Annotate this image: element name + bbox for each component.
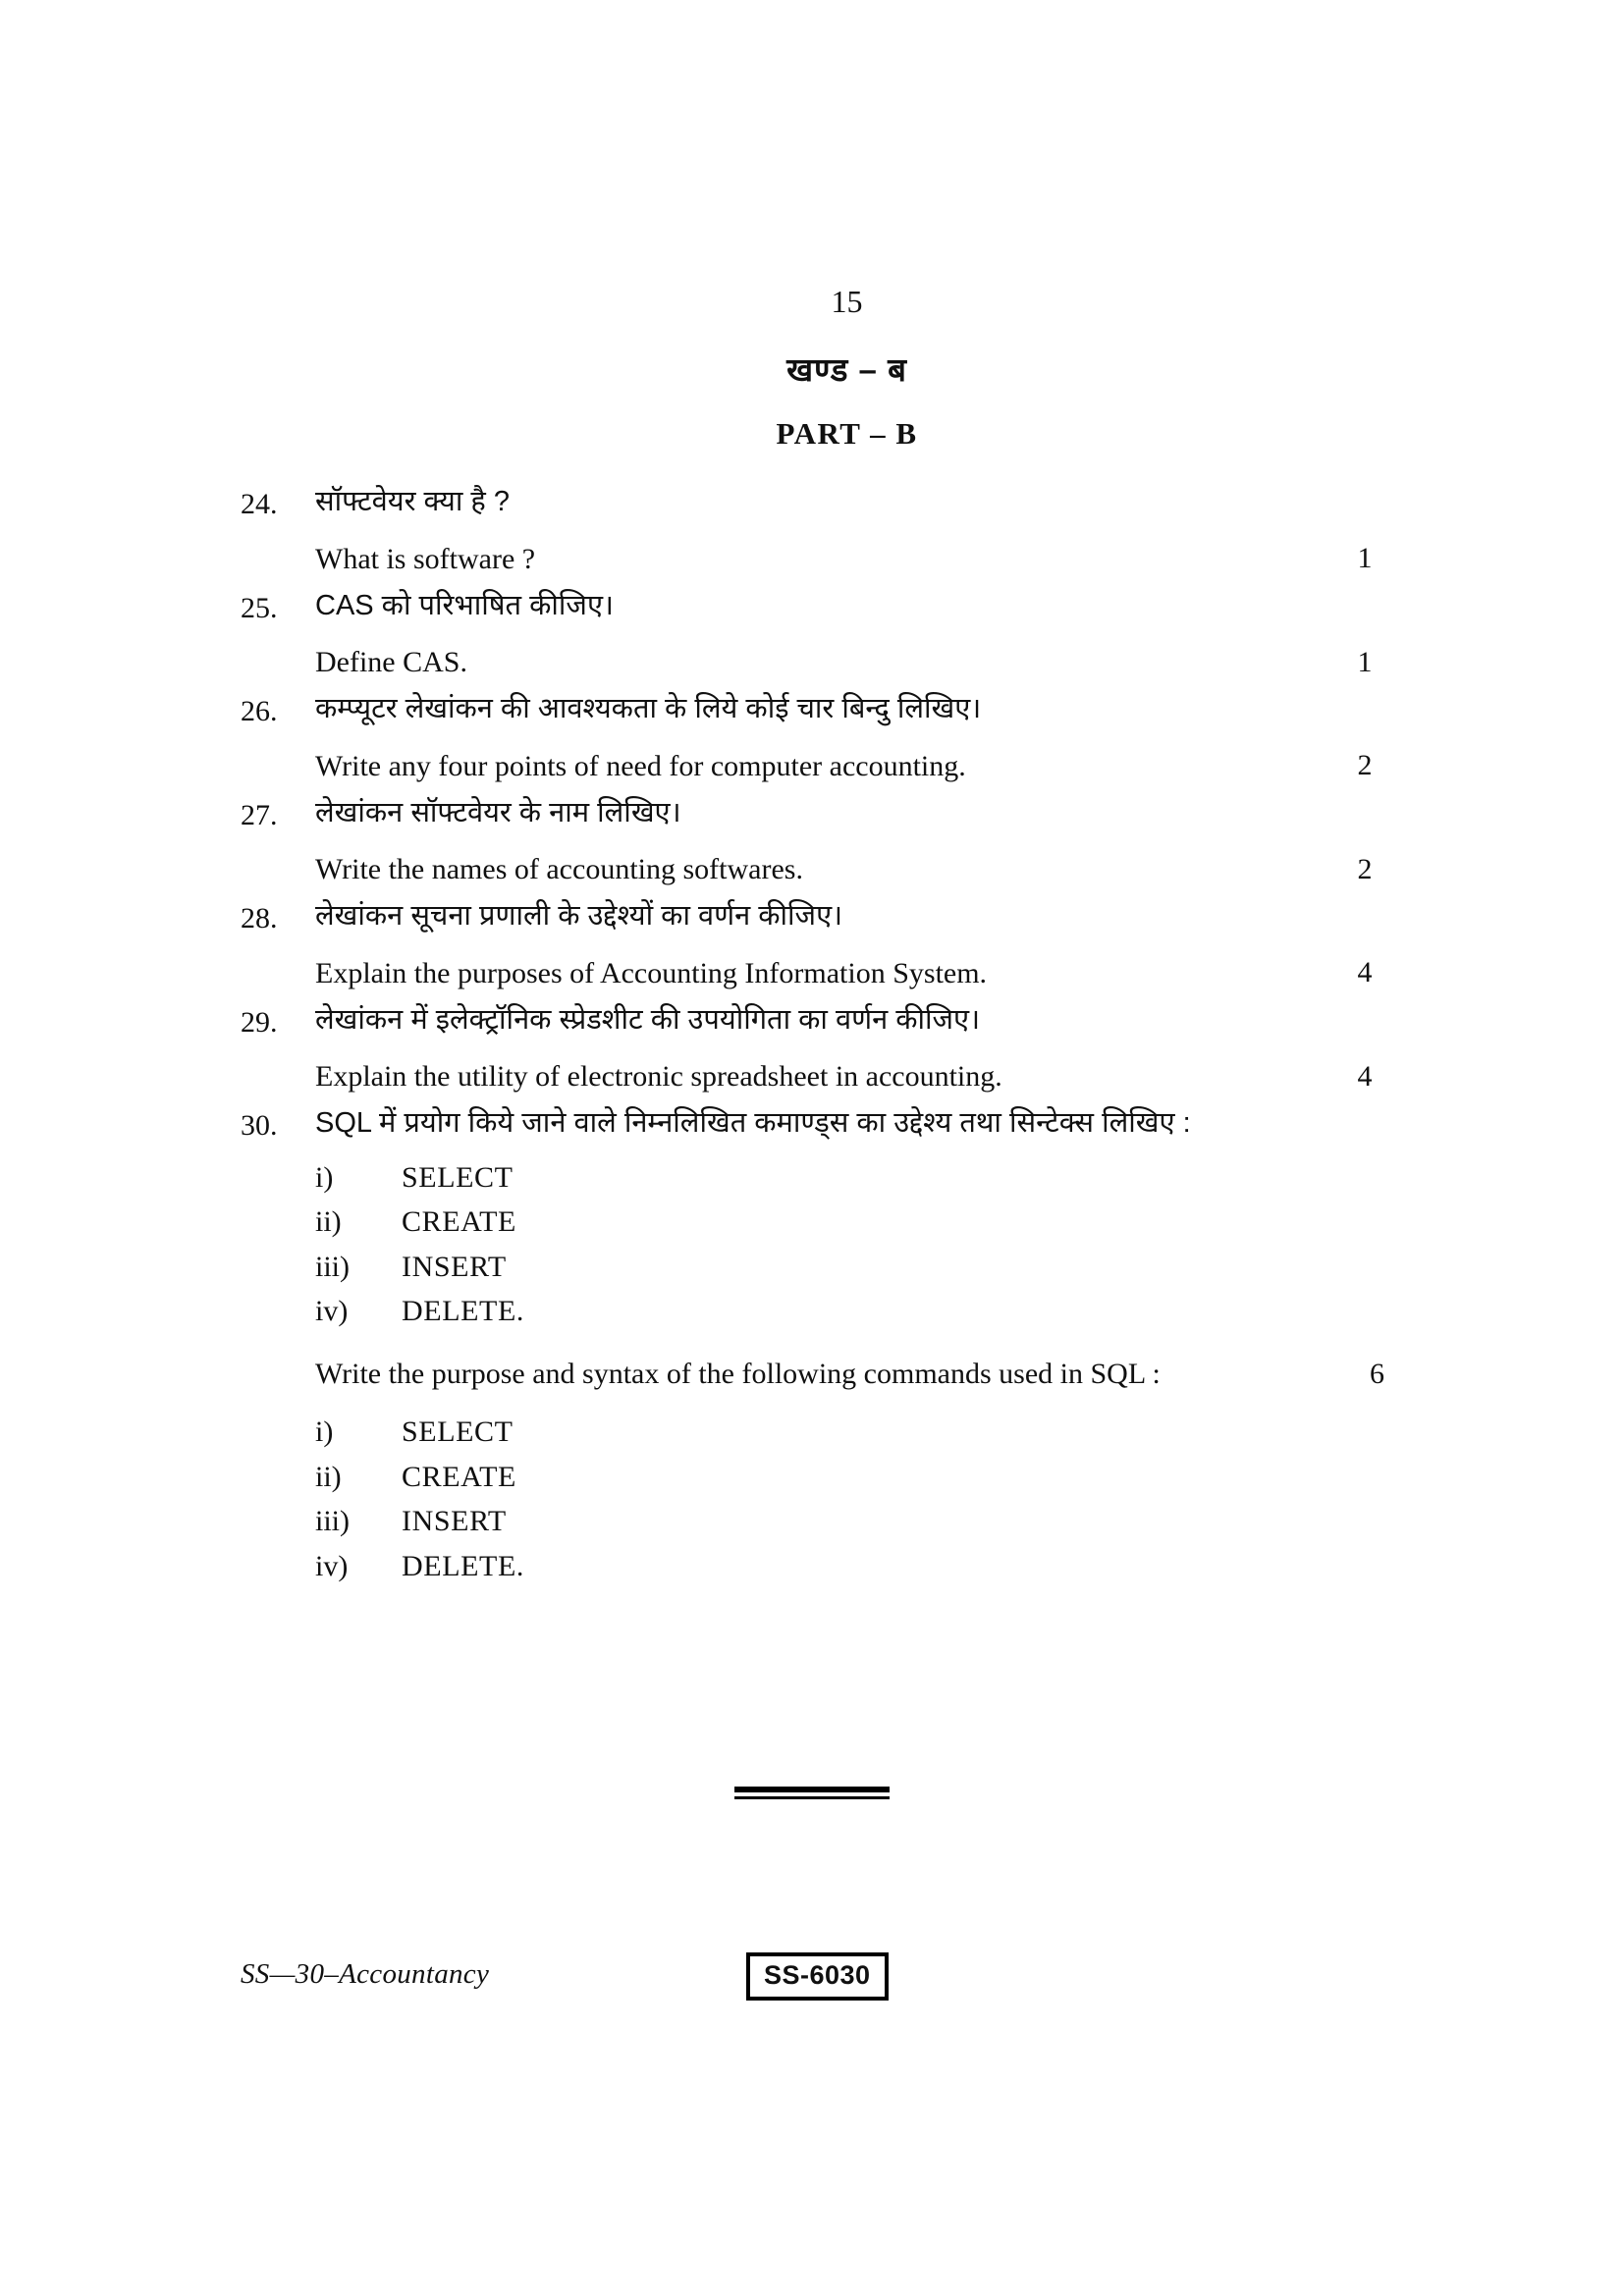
- question-marks: 2: [1357, 852, 1373, 885]
- list-item-label: SELECT: [402, 1160, 514, 1194]
- question-text-english: Write the purpose and syntax of the following commands used in SQL :: [315, 1358, 1161, 1391]
- question-number: 30.: [241, 1109, 278, 1143]
- list-item-label: SELECT: [402, 1415, 514, 1449]
- question-marks: 6: [1370, 1358, 1384, 1391]
- question-text-english: Write any four points of need for computer accounting.: [315, 749, 966, 782]
- list-item-label: CREATE: [402, 1460, 516, 1493]
- question-marks: 4: [1357, 1059, 1373, 1093]
- question-number: 24.: [241, 488, 278, 521]
- list-item: [315, 1289, 1384, 1334]
- question-30: [241, 1102, 1384, 1590]
- list-item-marker: iv): [315, 1549, 349, 1582]
- section-end-divider: [0, 1787, 1623, 1804]
- question-text-english-wrap: [315, 1352, 1384, 1396]
- list-item-marker: ii): [315, 1205, 342, 1239]
- section-title-english: PART – B: [776, 416, 918, 452]
- list-item-marker: i): [315, 1160, 334, 1194]
- question-marks: 1: [1357, 645, 1373, 678]
- paper-code-badge: SS-6030: [746, 1952, 889, 2001]
- question-text-hindi: CAS को परिभाषित कीजिए।: [315, 589, 614, 621]
- question-text-english: Explain the utility of electronic spreadsheet in accounting.: [315, 1060, 1002, 1094]
- page-footer: [241, 1958, 1384, 1991]
- list-item-marker: iv): [315, 1295, 349, 1328]
- divider-bar-thin: [734, 1796, 890, 1799]
- question-text-english: What is software ?: [315, 542, 536, 575]
- section-title-hindi: खण्ड – ब: [786, 351, 907, 389]
- subject-code: SS—30–Accountancy: [241, 1958, 490, 1990]
- list-item: [315, 1499, 1384, 1544]
- question-text-hindi: SQL में प्रयोग किये जाने वाले निम्नलिखित कमाण्ड्स का उद्देश्य तथा सिन्टेक्स लिखिए :: [315, 1107, 1191, 1140]
- question-number: 25.: [241, 591, 278, 624]
- list-item-label: DELETE.: [402, 1549, 524, 1582]
- question-number: 29.: [241, 1005, 278, 1039]
- question-26: [241, 688, 1384, 788]
- list-item: [315, 1155, 1384, 1201]
- question-text-english: Define CAS.: [315, 646, 467, 679]
- list-item-label: INSERT: [402, 1250, 507, 1283]
- list-item: [315, 1455, 1384, 1500]
- question-24: [241, 481, 1384, 581]
- question-number: 27.: [241, 798, 278, 831]
- list-item-marker: iii): [315, 1250, 350, 1283]
- page-content: [241, 285, 1384, 1594]
- list-item: [315, 1200, 1384, 1245]
- question-text-hindi: लेखांकन सॉफ्टवेयर के नाम लिखिए।: [315, 796, 681, 828]
- list-item-label: INSERT: [402, 1505, 507, 1538]
- question-marks: 2: [1357, 749, 1373, 782]
- question-27: [241, 792, 1384, 892]
- question-text-hindi: सॉफ्टवेयर क्या है ?: [315, 486, 510, 518]
- list-item-marker: i): [315, 1415, 334, 1449]
- question-28: [241, 895, 1384, 995]
- list-item-marker: iii): [315, 1505, 350, 1538]
- question-marks: 4: [1357, 956, 1373, 989]
- question-number: 28.: [241, 902, 278, 935]
- page-number: 15: [831, 284, 863, 319]
- divider-bar-thick: [734, 1787, 890, 1792]
- sql-command-list-hindi: [315, 1155, 1384, 1334]
- list-item-label: CREATE: [402, 1205, 516, 1239]
- list-item: [315, 1544, 1384, 1589]
- question-text-hindi: लेखांकन में इलेक्ट्रॉनिक स्प्रेडशीट की उपयोगिता का वर्णन कीजिए।: [315, 1003, 981, 1036]
- list-item-label: DELETE.: [402, 1295, 524, 1328]
- question-29: [241, 999, 1384, 1099]
- list-item-marker: ii): [315, 1460, 342, 1493]
- sql-command-list-english: [315, 1410, 1384, 1588]
- question-marks: 1: [1357, 542, 1373, 575]
- question-text-hindi: लेखांकन सूचना प्रणाली के उद्देश्यों का वर्णन कीजिए।: [315, 900, 843, 933]
- question-number: 26.: [241, 695, 278, 728]
- list-item: [315, 1410, 1384, 1455]
- question-text-english: Explain the purposes of Accounting Information System.: [315, 956, 988, 989]
- question-25: [241, 585, 1384, 685]
- question-text-english: Write the names of accounting softwares.: [315, 853, 803, 886]
- list-item: [315, 1245, 1384, 1290]
- question-text-hindi: कम्प्यूटर लेखांकन की आवश्यकता के लिये कोई चार बिन्दु लिखिए।: [315, 693, 982, 725]
